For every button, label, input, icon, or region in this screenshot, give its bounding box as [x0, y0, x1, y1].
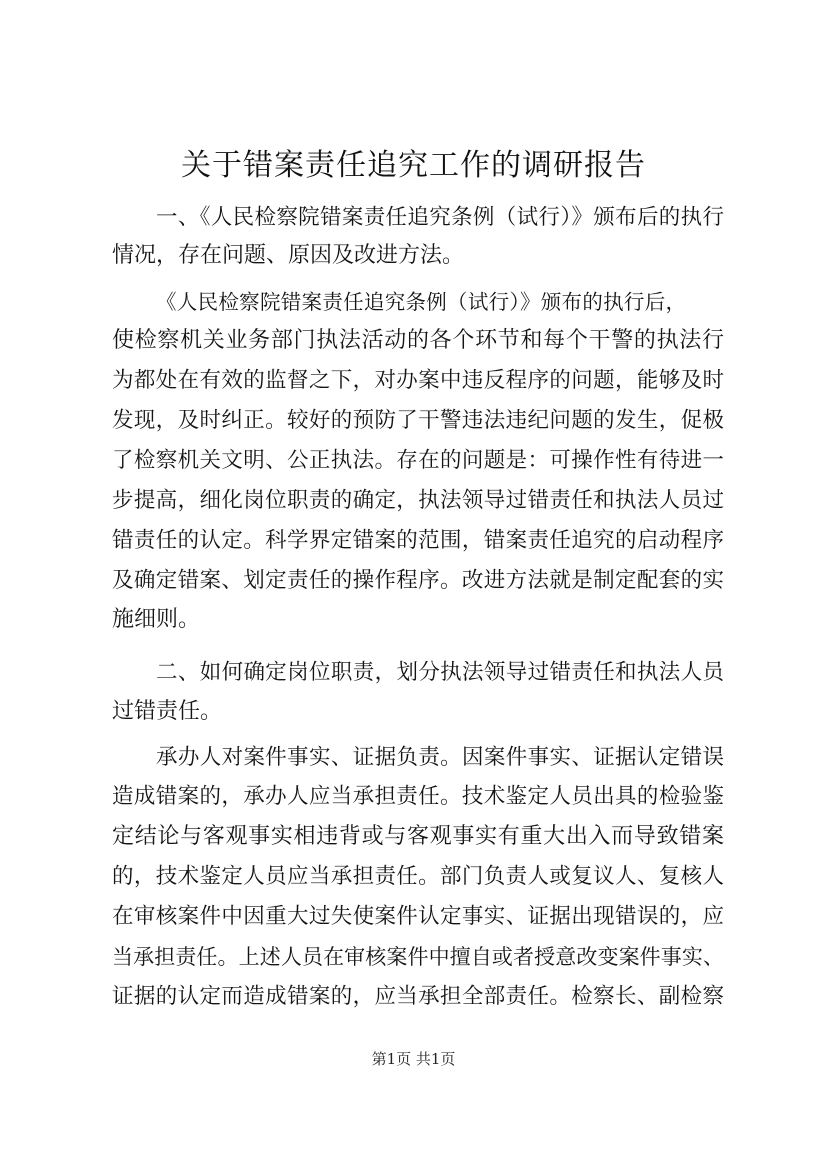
line-text: 在审核案件中因重大过失使案件认定事实、证据出现错误的，应: [112, 904, 724, 929]
line-text: 的，技术鉴定人员应当承担责任。部门负责人或复议人、复核人: [112, 864, 724, 889]
line-text: 及确定错案、划定责任的操作程序。改进方法就是制定配套的实: [112, 568, 724, 593]
line-text: 一、《人民检察院错案责任追究条例（试行）》颁布后的执行: [156, 205, 724, 230]
paragraph-2-line-4: [112, 403, 724, 439]
paragraph-2-line-1: [156, 284, 686, 320]
line-text: 发现，及时纠正。较好的预防了干警违法违纪问题的发生，促极: [112, 408, 724, 433]
paragraph-1-line-2: [112, 238, 464, 274]
paragraph-2-line-7: [112, 523, 724, 559]
paragraph-4-line-1: [156, 740, 724, 776]
document-title: 关于错案责任追究工作的调研报告: [181, 148, 646, 183]
line-text: 为都处在有效的监督之下，对办案中违反程序的问题，能够及时: [112, 368, 724, 393]
paragraph-4-line-7: [112, 979, 724, 1015]
paragraph-4-line-4: [112, 859, 724, 895]
line-text: 承办人对案件事实、证据负责。因案件事实、证据认定错误: [156, 745, 724, 770]
line-text: 当承担责任。上述人员在审核案件中擅自或者授意改变案件事实、: [112, 945, 724, 969]
page-footer: 第1页 共1页: [371, 1050, 456, 1068]
line-text: 证据的认定而造成错案的，应当承担全部责任。检察长、副检察: [112, 984, 724, 1009]
paragraph-1-line-1: [112, 200, 724, 236]
paragraph-4-line-3: [112, 819, 724, 855]
line-text: 造成错案的，承办人应当承担责任。技术鉴定人员出具的检验鉴: [112, 784, 724, 809]
line-text: 使检察机关业务部门执法活动的各个环节和每个干警的执法行: [112, 328, 724, 353]
line-text: 过错责任。: [112, 699, 223, 724]
paragraph-2-line-5: [112, 443, 724, 479]
line-text: 定结论与客观事实相违背或与客观事实有重大出入而导致错案: [112, 824, 724, 849]
line-text: 《人民检察院错案责任追究条例（试行）》颁布的执行后，: [156, 290, 686, 314]
paragraph-2-line-8: [112, 563, 724, 599]
line-text: 步提高，细化岗位职责的确定，执法领导过错责任和执法人员过: [112, 488, 724, 513]
paragraph-3-line-1: [156, 655, 724, 691]
line-text: 了检察机关文明、公正执法。存在的问题是：可操作性有待进一: [112, 448, 724, 473]
paragraph-4-line-2: [112, 779, 724, 815]
paragraph-2-line-9: [112, 602, 200, 638]
paragraph-2-line-2: [112, 323, 724, 359]
paragraph-4-line-6: [112, 939, 724, 975]
paragraph-4-line-5: [112, 899, 724, 935]
paragraph-2-line-3: [112, 363, 724, 399]
line-text: 情况，存在问题、原因及改进方法。: [112, 243, 465, 268]
paragraph-2-line-6: [112, 483, 724, 519]
line-text: 施细则。: [112, 607, 201, 632]
paragraph-3-line-2: [112, 694, 222, 730]
line-text: 二、如何确定岗位职责，划分执法领导过错责任和执法人员: [156, 660, 724, 685]
line-text: 错责任的认定。科学界定错案的范围，错案责任追究的启动程序: [112, 528, 724, 553]
